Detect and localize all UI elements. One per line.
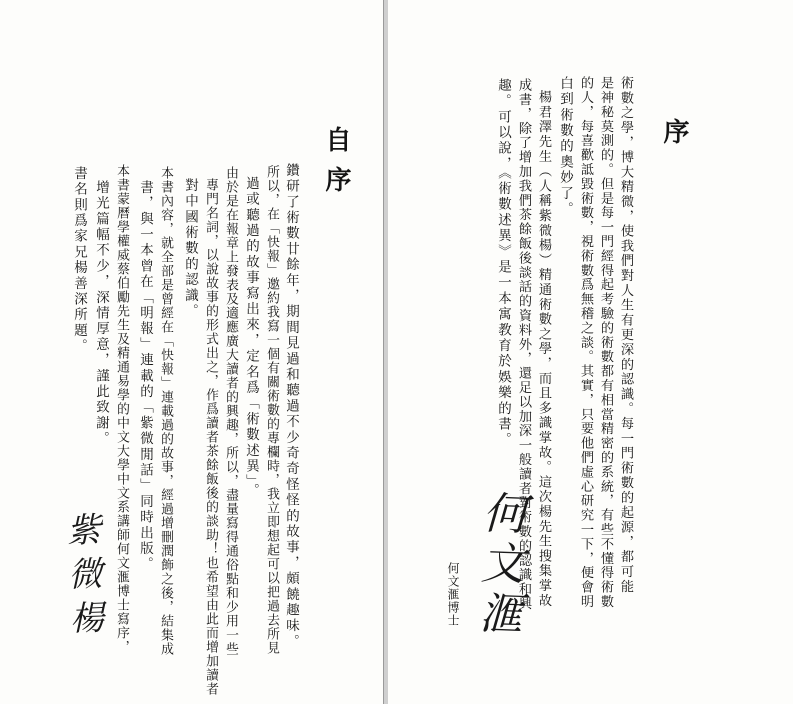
left-line-7: 本書內容，就全部是曾經在「快報」連載過的故事，經過增刪潤飾之後，結集成 — [158, 166, 173, 656]
right-line-4: 白到術數的奧妙了。 — [557, 76, 573, 218]
right-line-5: 楊君澤先生（人稱紫微楊）精通術數之學，而且多識掌故。這次楊先生搜集掌故 — [536, 90, 551, 608]
left-line-11: 書名則爲家兄楊善深所題。 — [71, 166, 87, 355]
right-page — [388, 0, 793, 704]
right-line-6: 成書，除了增加我們茶餘飯後談話的資料外，還足以加深一般讀者對術數的認識和興 — [516, 78, 531, 611]
signature-ziweiyang: 紫微楊 — [59, 511, 105, 645]
left-line-1: 鑽研了術數廿餘年，期間見過和聽過不少奇奇怪怪的故事，頗饒趣味。 — [283, 163, 299, 650]
right-line-1: 術數之學，博大精微，使我們對人生有更深的認識。每一門術數的起源，都可能 — [618, 76, 633, 594]
right-line-7: 趣。可以說，《術數述異》是一本寓教育於娛樂的書。 — [495, 78, 511, 449]
left-page-title: 自序 — [321, 126, 351, 206]
left-line-6: 對中國術數的認識。 — [182, 178, 198, 320]
left-line-4: 由於是在報章上發表及適應廣大讀者的興趣，所以，盡量寫得通俗點和少用一些 — [223, 166, 238, 656]
left-line-9: 本書蒙曆學權威蔡伯勵先生及精通易學的中文大學中文系講師何文滙博士寫序， — [114, 164, 129, 654]
right-line-2: 是神秘莫測的。但是每一門經得起考驗的術數都有相當精密的系統，有些不懂得術數 — [598, 76, 613, 609]
left-line-2: 所以，在「快報」邀約我寫一個有關術數的專欄時，我立即想起可以把過去所見 — [264, 165, 279, 655]
left-page — [0, 0, 384, 704]
right-page-title: 序 — [659, 118, 689, 158]
left-line-3: 過或聽過的故事寫出來，定名爲「術數述異」。 — [243, 176, 259, 499]
left-line-10: 增光篇幅不少，深情厚意，謹此致謝。 — [93, 180, 109, 447]
left-line-8: 書，與一本曾在「明報」連載的「紫微閒話」同時出版。 — [137, 180, 153, 573]
right-line-3: 的人，每喜歡詆毀術數，視術數爲無稽之談。其實，只要他們虛心研究一下，便會明 — [578, 76, 593, 609]
preface-author: 何文滙博士 — [446, 562, 460, 627]
signature-hemanwui: 何文滙 — [470, 489, 527, 641]
left-line-5: 專門名詞，以說故事的形式出之，作爲讀者茶餘飯後的談助！也希望由此而增加讀者 — [203, 178, 218, 696]
